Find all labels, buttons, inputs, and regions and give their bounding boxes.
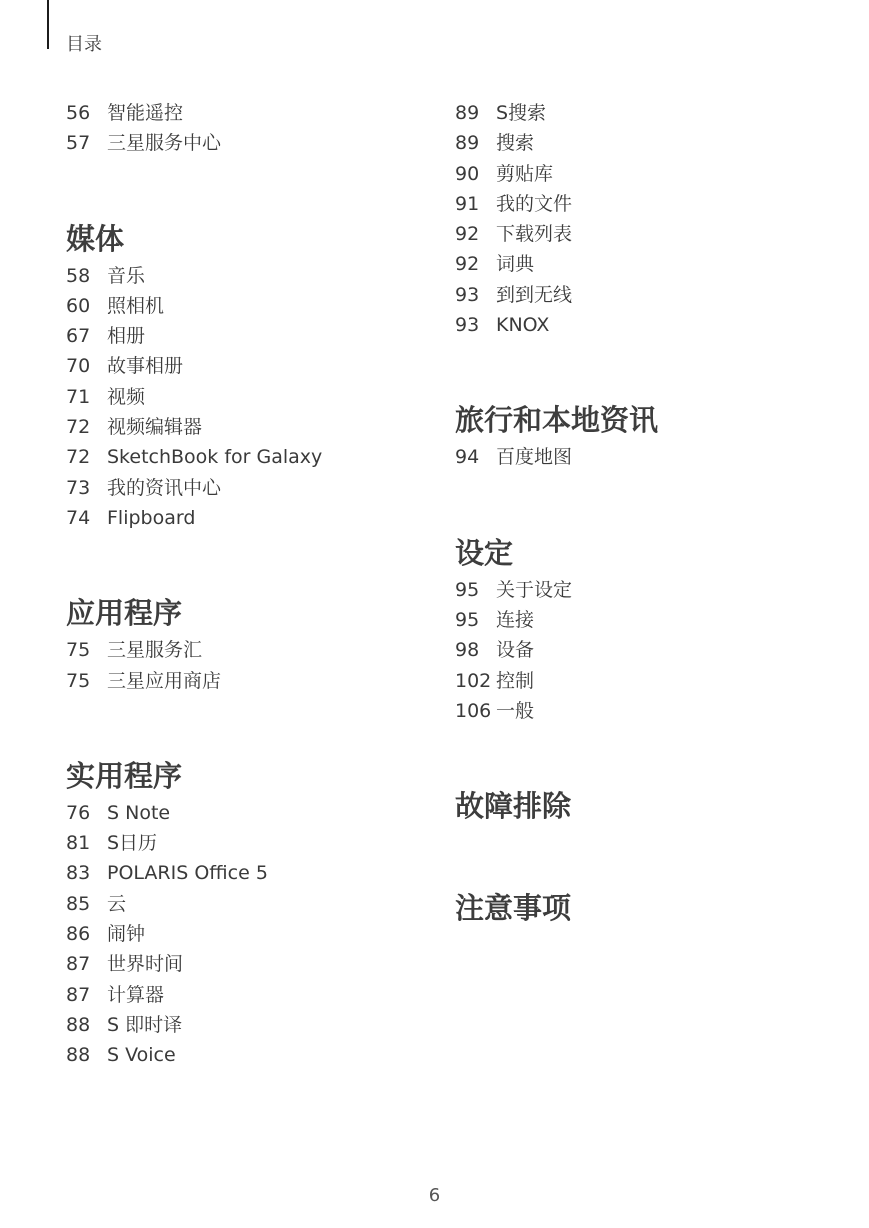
toc-entry[interactable] [455, 98, 835, 128]
toc-entry-title: 视频 [107, 385, 146, 408]
toc-entry-title: S 即时译 [107, 1013, 183, 1036]
toc-list [66, 261, 446, 534]
toc-entry[interactable] [66, 919, 446, 949]
toc-entry-title: Flipboard [107, 506, 196, 529]
toc-entry-page: 89 [455, 102, 480, 124]
toc-entry-page: 70 [66, 355, 91, 378]
page-number: 6 [428, 1185, 441, 1206]
toc-entry-title: 关于设定 [496, 578, 573, 601]
toc-entry-title: 百度地图 [496, 446, 573, 469]
toc-entry[interactable] [66, 889, 446, 919]
toc-entry[interactable] [66, 1010, 446, 1040]
toc-entry-page: 106 [455, 699, 492, 722]
section-title[interactable]: 注意事项 [455, 891, 572, 926]
toc-entry[interactable] [455, 605, 835, 635]
toc-list [455, 442, 835, 472]
toc-entry[interactable] [66, 382, 446, 412]
toc-entry[interactable] [66, 473, 446, 503]
toc-entry-title: 故事相册 [107, 355, 184, 378]
toc-entry-page: 88 [66, 1013, 91, 1036]
toc-entry-page: 58 [66, 264, 91, 287]
toc-entry-page: 74 [66, 506, 91, 529]
section-spacer [455, 473, 835, 533]
header-title: 目录 [66, 34, 102, 55]
toc-entry[interactable] [66, 828, 446, 858]
section-spacer [455, 340, 835, 400]
toc-entry[interactable] [66, 412, 446, 442]
toc-entry-title: 音乐 [107, 264, 146, 287]
toc-entry[interactable] [66, 1040, 446, 1070]
toc-entry-title: POLARIS Office 5 [107, 862, 268, 885]
toc-entry-title: S Note [107, 801, 171, 824]
toc-entry[interactable] [66, 261, 446, 291]
toc-entry[interactable] [66, 98, 446, 128]
toc-entry-title: 词典 [496, 253, 535, 276]
toc-entry-title: 世界时间 [107, 953, 184, 976]
section-spacer [66, 159, 446, 219]
toc-entry[interactable] [66, 442, 446, 472]
section-title[interactable]: 旅行和本地资讯 [455, 403, 659, 438]
toc-entry[interactable] [66, 858, 446, 888]
toc-entry-page: 57 [66, 132, 91, 155]
toc-entry-title: 三星服务汇 [107, 639, 203, 662]
toc-entry[interactable] [455, 442, 835, 472]
toc-entry-title: 闹钟 [107, 923, 146, 946]
toc-entry-page: 92 [455, 253, 480, 276]
toc-entry-page: 88 [66, 1044, 91, 1067]
toc-entry-title: 相册 [107, 325, 146, 348]
toc-entry-title: 云 [107, 892, 127, 915]
toc-entry[interactable] [66, 503, 446, 533]
toc-list [455, 98, 835, 340]
toc-entry[interactable] [66, 666, 446, 696]
toc-entry-page: 86 [66, 923, 91, 946]
toc-list [66, 98, 446, 159]
section-title[interactable]: 设定 [455, 535, 514, 570]
section-title[interactable]: 应用程序 [66, 596, 183, 631]
toc-entry-page: 92 [455, 223, 480, 246]
toc-entry[interactable] [455, 696, 835, 726]
toc-entry-title: 连接 [496, 608, 535, 631]
toc-entry-title: S日历 [107, 832, 158, 855]
toc-entry-page: 98 [455, 639, 480, 662]
section-spacer [455, 828, 835, 888]
toc-right-column [455, 98, 835, 930]
toc-entry-title: 设备 [496, 639, 535, 662]
toc-entry[interactable] [66, 949, 446, 979]
toc-entry-page: 87 [66, 953, 91, 976]
margin-rule [47, 0, 49, 49]
toc-entry-page: 56 [66, 102, 91, 124]
toc-entry-page: 90 [455, 162, 480, 185]
toc-entry-page: 102 [455, 669, 492, 692]
toc-entry[interactable] [455, 666, 835, 696]
toc-list [66, 798, 446, 1071]
toc-entry-page: 85 [66, 892, 91, 915]
toc-entry-page: 93 [455, 283, 480, 306]
toc-entry[interactable] [66, 128, 446, 158]
toc-entry-page: 95 [455, 578, 480, 601]
toc-entry-page: 95 [455, 608, 480, 631]
toc-entry-title: SketchBook for Galaxy [107, 446, 323, 469]
toc-entry-title: 剪贴库 [496, 162, 554, 185]
toc-entry-page: 83 [66, 862, 91, 885]
toc-entry[interactable] [455, 189, 835, 219]
toc-entry[interactable] [66, 351, 446, 381]
toc-entry-title: 我的资讯中心 [107, 476, 222, 499]
toc-entry-page: 75 [66, 639, 91, 662]
toc-entry-title: S Voice [107, 1044, 176, 1067]
toc-entry[interactable] [455, 128, 835, 158]
toc-entry-page: 94 [455, 446, 480, 469]
toc-entry-page: 71 [66, 385, 91, 408]
section-title[interactable]: 故障排除 [455, 789, 572, 824]
toc-entry-page: 76 [66, 801, 91, 824]
section-title[interactable]: 实用程序 [66, 758, 183, 793]
section-spacer [66, 696, 446, 756]
toc-entry-title: KNOX [496, 314, 550, 337]
toc-entry-title: 三星服务中心 [107, 132, 222, 155]
toc-entry-page: 72 [66, 416, 91, 439]
toc-entry-page: 93 [455, 314, 480, 337]
toc-left-column [66, 98, 446, 1071]
toc-entry[interactable] [66, 635, 446, 665]
toc-entry-title: 一般 [496, 699, 535, 722]
toc-entry[interactable] [66, 291, 446, 321]
section-title[interactable]: 媒体 [66, 221, 125, 256]
toc-entry-title: 下载列表 [496, 223, 573, 246]
toc-entry-page: 67 [66, 325, 91, 348]
toc-entry-title: S搜索 [496, 102, 547, 124]
toc-entry[interactable] [66, 798, 446, 828]
toc-entry[interactable] [66, 980, 446, 1010]
toc-list [455, 575, 835, 726]
toc-entry[interactable] [455, 249, 835, 279]
toc-list [66, 635, 446, 696]
toc-entry-title: 我的文件 [496, 192, 573, 215]
toc-entry-title: 智能遥控 [107, 102, 184, 124]
toc-entry-title: 计算器 [107, 983, 165, 1006]
toc-entry-page: 60 [66, 294, 91, 317]
toc-entry-page: 87 [66, 983, 91, 1006]
toc-entry-title: 三星应用商店 [107, 669, 222, 692]
toc-entry-title: 视频编辑器 [107, 416, 203, 439]
toc-entry-page: 81 [66, 832, 91, 855]
toc-entry-page: 89 [455, 132, 480, 155]
toc-entry[interactable] [455, 159, 835, 189]
toc-entry[interactable] [455, 310, 835, 340]
toc-entry-page: 91 [455, 192, 480, 215]
toc-entry-page: 72 [66, 446, 91, 469]
toc-entry-title: 照相机 [107, 294, 165, 317]
toc-entry[interactable] [455, 280, 835, 310]
toc-entry-page: 73 [66, 476, 91, 499]
toc-entry[interactable] [455, 575, 835, 605]
section-spacer [66, 533, 446, 593]
toc-entry-title: 控制 [496, 669, 535, 692]
toc-entry[interactable] [455, 635, 835, 665]
toc-entry-title: 搜索 [496, 132, 535, 155]
section-spacer [455, 726, 835, 786]
toc-entry-title: 到到无线 [496, 283, 573, 306]
toc-entry-page: 75 [66, 669, 91, 692]
toc-entry[interactable] [455, 219, 835, 249]
toc-entry[interactable] [66, 321, 446, 351]
